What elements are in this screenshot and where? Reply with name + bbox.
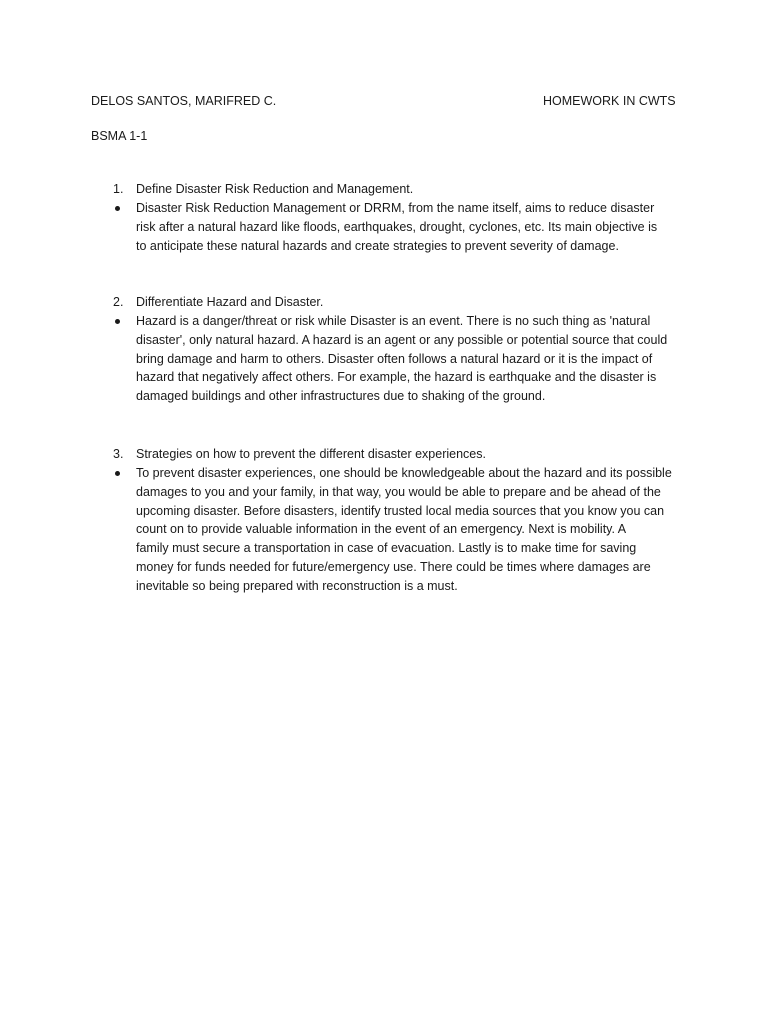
answer-line: upcoming disaster. Before disasters, identify trusted local media sources that you know you can bbox=[136, 503, 665, 518]
answer-line: risk after a natural hazard like floods, earthquakes, drought, cyclones, etc. Its main objective is bbox=[136, 219, 658, 234]
answer-line: damaged buildings and other infrastructures due to shaking of the ground. bbox=[136, 389, 546, 404]
answer-block bbox=[0, 312, 768, 406]
answer-line: family must secure a transportation in case of evacuation. Lastly is to make time for saving bbox=[136, 541, 637, 556]
answer-text bbox=[136, 464, 684, 596]
answer-text bbox=[136, 199, 684, 255]
question-number: 1. bbox=[113, 182, 124, 196]
student-name: DELOS SANTOS, MARIFRED C. bbox=[91, 94, 277, 108]
answer-line: Hazard is a danger/threat or risk while Disaster is an event. There is no such thing as 'natural bbox=[136, 314, 651, 328]
answer-block bbox=[0, 464, 768, 596]
question-text: Strategies on how to prevent the different disaster experiences. bbox=[136, 447, 486, 461]
answer-line: Disaster Risk Reduction Management or DRRM, from the name itself, aims to reduce disaster bbox=[136, 201, 655, 215]
question-number: 2. bbox=[113, 295, 124, 309]
answer-block bbox=[0, 199, 768, 255]
answer-text bbox=[136, 312, 684, 406]
section-code: BSMA 1-1 bbox=[91, 129, 148, 143]
answer-line: count on to provide valuable information in the event of an emergency. Next is mobility. A bbox=[136, 522, 627, 537]
question-item bbox=[0, 180, 768, 255]
bullet-icon bbox=[115, 206, 120, 211]
question-text: Define Disaster Risk Reduction and Management. bbox=[136, 182, 414, 196]
question-text: Differentiate Hazard and Disaster. bbox=[136, 295, 324, 309]
answer-line: bring damage and harm to others. Disaster often follows a natural hazard or it is the impact of bbox=[136, 351, 653, 366]
question-item bbox=[0, 293, 768, 406]
subject-title: HOMEWORK IN CWTS bbox=[543, 94, 676, 108]
answer-line: to anticipate these natural hazards and create strategies to prevent severity of damage. bbox=[136, 238, 619, 253]
question-item bbox=[0, 445, 768, 596]
answer-line: To prevent disaster experiences, one should be knowledgeable about the hazard and its possible bbox=[136, 466, 672, 480]
bullet-icon bbox=[115, 471, 120, 476]
answer-line: damages to you and your family, in that way, you would be able to prepare and be ahead of the bbox=[136, 484, 661, 499]
answer-line: money for funds needed for future/emergency use. There could be times where damages are bbox=[136, 559, 651, 574]
answer-line: disaster', only natural hazard. A hazard is an agent or any possible or potential source that could bbox=[136, 332, 668, 347]
answer-line: inevitable so being prepared with reconstruction is a must. bbox=[136, 578, 458, 593]
answer-line: hazard that negatively affect others. For example, the hazard is earthquake and the disaster is bbox=[136, 370, 657, 385]
question-number: 3. bbox=[113, 447, 124, 461]
bullet-icon bbox=[115, 319, 120, 324]
